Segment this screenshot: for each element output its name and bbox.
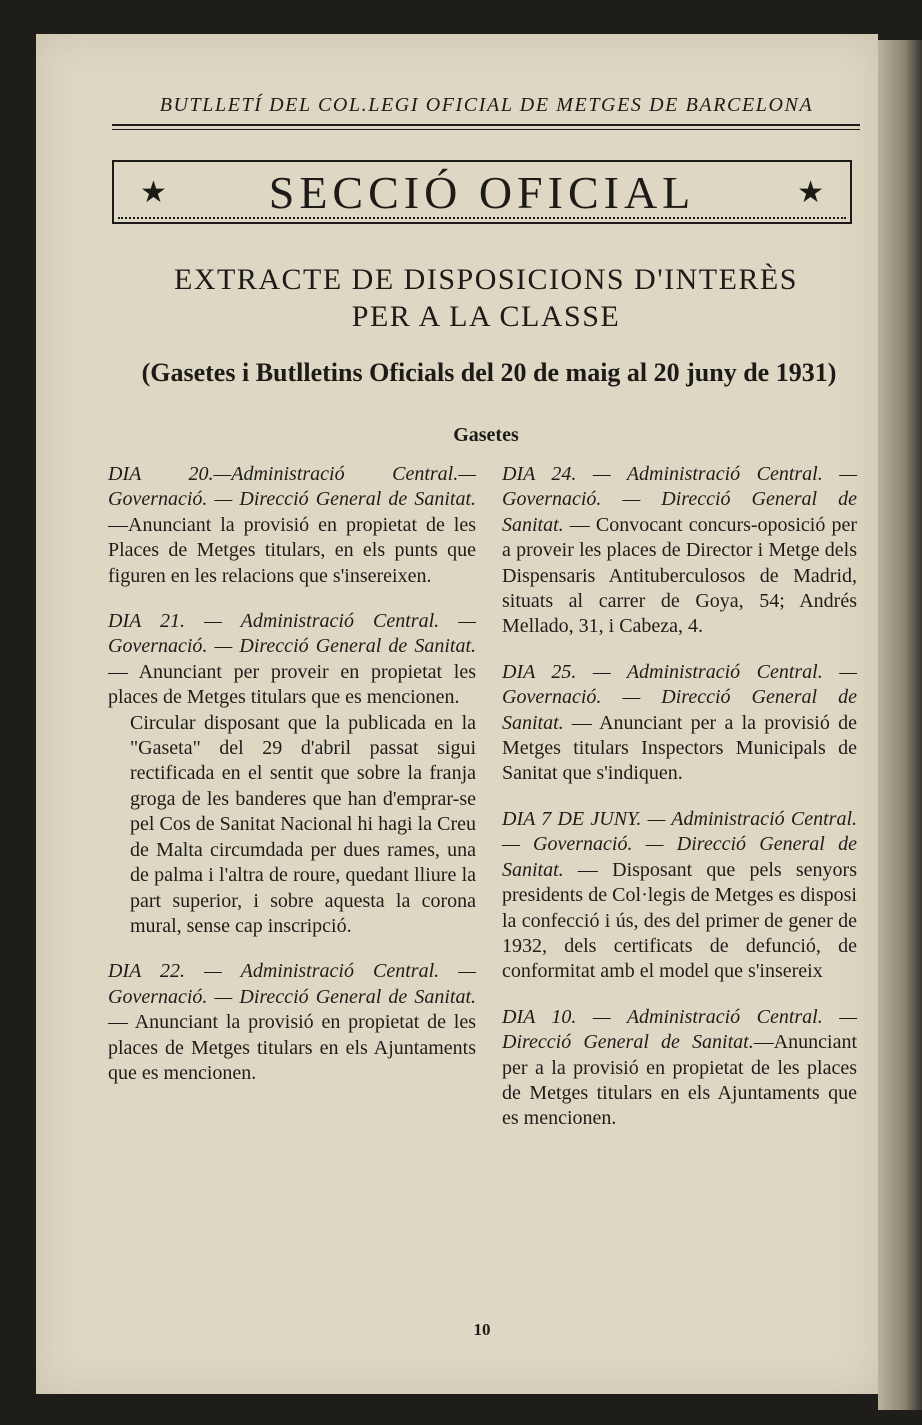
entry-text: —Anunciant per a la provisió en propietat de les places de Metges titulars en els Ajuntaments que es mencionen. <box>502 1031 857 1130</box>
header-rule-thin <box>112 129 860 130</box>
section-banner <box>112 160 852 224</box>
star-icon: ★ <box>140 175 167 209</box>
entry <box>108 462 476 589</box>
article-heading-line-2: PER A LA CLASSE <box>351 300 621 333</box>
entry-date: DIA 22. — Administració Central. — Governació. — Direcció General de Sanitat. <box>108 960 476 1008</box>
entry-text: — Convocant concurs-oposició per a proveir les places de Director i Metge dels Dispensaris Antituberculosos de Madrid, situats al carrer de Goya, 54; Andrés Mellado, 31, i Cabeza, 4. <box>502 513 857 638</box>
entry-text: —Anunciant la provisió en propietat de les Places de Metges titulars, en els punts que figuren en les relacions que s'insereixen. <box>108 513 476 587</box>
subsection-heading: Gasetes <box>453 424 519 446</box>
right-column <box>502 462 857 1152</box>
page-number: 10 <box>473 1320 491 1339</box>
entry <box>502 462 857 640</box>
entry-date: DIA 7 DE JUNY. — Administració Central. — Governació. — Direcció General de Sanitat. <box>502 807 857 881</box>
entry <box>502 1005 857 1132</box>
entry <box>108 959 476 1086</box>
entry-date: DIA 24. — Administració Central. — Governació. — Direcció General de Sanitat. <box>502 463 857 536</box>
left-column <box>108 462 476 1106</box>
entry-text: — Anunciant per proveir en propietat les places de Metges titulars que es mencionen. <box>108 660 476 709</box>
entry <box>108 609 476 939</box>
entry <box>502 807 857 985</box>
entry-date: DIA 21. — Administració Central. — Governació. — Direcció General de Sanitat. <box>108 610 476 658</box>
entry-text: — Disposant que pels senyors presidents de Col·legis de Metges es disposi la confecció i ús, des del primer de gener de 1932, dels certificats de defunció, de conformitat amb el model que s'insereix <box>502 858 857 983</box>
entry-paragraph: Circular disposant que la publicada en la "Gaseta" del 29 d'abril passat sigui rectificada en el sentit que sobre la franja groga de les banderes que han d'emprar-se pel Cos de Sanitat Nacional hi hagi la Creu de Malta circumdada per dues rames, una de palma i l'altra de roure, quedant lliure la part superior, i sobre aquesta la corona mural, sense cap inscripció. <box>130 711 476 937</box>
article-heading-line-1: EXTRACTE DE DISPOSICIONS D'INTERÈS <box>174 263 798 296</box>
header-rule <box>112 124 860 126</box>
article-subtitle: (Gasetes i Butlletins Oficials del 20 de maig al 20 juny de 1931) <box>141 358 837 387</box>
entry-date: DIA 25. — Administració Central. — Governació. — Direcció General de Sanitat. <box>502 660 857 734</box>
running-head: BUTLLETÍ DEL COL.LEGI OFICIAL DE METGES DE BARCELONA <box>159 94 814 116</box>
entry <box>502 660 857 787</box>
entry-date: DIA 20.—Administració Central.— Governació. — Direcció General de Sanitat. <box>108 463 476 511</box>
entry-text: — Anunciant per a la provisió de Metges titulars Inspectors Municipals de Sanitat que s'indiquen. <box>502 711 857 785</box>
entry-text: — Anunciant la provisió en propietat de les places de Metges titulars en els Ajuntaments que es mencionen. <box>108 1011 476 1084</box>
section-title: SECCIÓ OFICIAL <box>268 166 696 218</box>
next-page-edge <box>878 40 922 1410</box>
entry-date: DIA 10. — Administració Central. — Direcció General de Sanitat. <box>502 1005 857 1054</box>
star-icon: ★ <box>797 175 824 209</box>
